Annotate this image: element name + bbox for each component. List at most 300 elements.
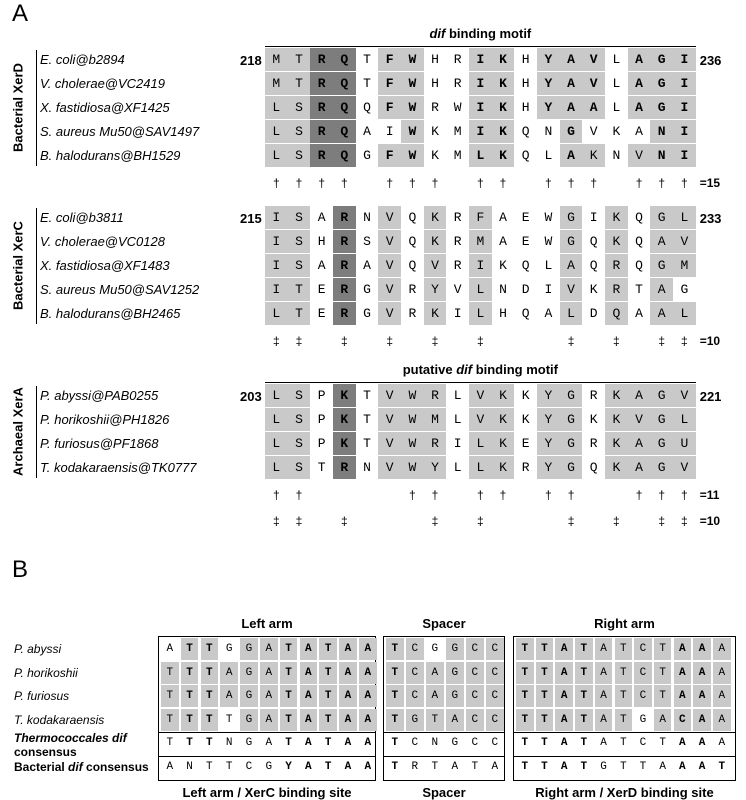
nucleotide: A (260, 638, 278, 660)
nucleotide: R (411, 760, 419, 773)
residue: V (378, 230, 401, 253)
nucleotide: G (240, 638, 258, 660)
nucleotide: A (260, 709, 278, 731)
residue: V (378, 278, 401, 301)
residue: W (401, 432, 424, 455)
residue: A (650, 278, 673, 301)
nucleotide: T (575, 662, 593, 684)
residue: F (378, 48, 401, 71)
residue: K (605, 408, 628, 431)
nucleotide: T (575, 685, 593, 707)
residue: R (589, 436, 598, 451)
nucleotide: G (446, 662, 464, 684)
residue: Q (363, 100, 371, 115)
nucleotide: A (359, 638, 377, 660)
end-position: 221 (699, 389, 722, 404)
motif-title-italic: dif (429, 26, 446, 41)
nucleotide: T (161, 662, 179, 684)
group-label: Bacterial XerC (10, 221, 26, 310)
nucleotide: A (679, 760, 686, 773)
residue: T (288, 278, 311, 301)
nucleotide: G (406, 709, 424, 731)
residue: A (635, 306, 643, 321)
nucleotide: A (491, 760, 499, 773)
residue: M (453, 148, 462, 163)
consensus-label-dif: dif (112, 731, 127, 745)
residue: K (492, 144, 515, 167)
nucleotide: A (300, 638, 318, 660)
residue: N (363, 210, 371, 225)
residue: I (453, 306, 462, 321)
residue: N (650, 144, 673, 167)
residue: Q (521, 124, 530, 139)
conservation-mark: ‡ (477, 334, 484, 348)
residue: T (317, 460, 326, 475)
residue: A (650, 302, 673, 325)
nucleotide: A (674, 638, 692, 660)
nucleotide: T (201, 709, 219, 731)
residue: L (265, 456, 288, 479)
nucleotide: A (305, 760, 312, 773)
nucleotide: C (406, 662, 424, 684)
residue: L (612, 52, 621, 67)
nucleotide: C (406, 685, 424, 707)
residue: G (560, 432, 583, 455)
nucleotide: A (693, 662, 711, 684)
nucleotide: A (698, 760, 706, 773)
residue: K (605, 206, 628, 229)
nucleotide: T (659, 737, 666, 749)
conservation-mark: † (567, 488, 575, 502)
residue: Q (521, 148, 530, 163)
nucleotide: Y (285, 760, 292, 773)
residue: Y (537, 72, 560, 95)
motif-title-line (265, 382, 696, 383)
nucleotide: A (555, 685, 573, 707)
nucleotide: T (516, 685, 534, 707)
motif-title (265, 26, 696, 41)
nucleotide: A (600, 737, 607, 749)
residue: R (453, 76, 462, 91)
conservation-count: =15 (699, 176, 721, 190)
nucleotide: A (560, 760, 568, 773)
residue: S (288, 96, 311, 119)
residue: F (378, 96, 401, 119)
residue: V (628, 144, 651, 167)
nucleotide: T (575, 638, 593, 660)
conservation-mark: † (272, 488, 280, 502)
residue: K (492, 72, 515, 95)
residue: D (589, 306, 598, 321)
residue: K (605, 230, 628, 253)
nucleotide: T (225, 760, 233, 773)
conservation-mark: † (477, 488, 484, 502)
nucleotide: A (679, 737, 686, 749)
box-footer: Left arm / XerC binding site (182, 785, 352, 800)
conservation-mark: † (409, 488, 416, 502)
organism-label: X. fastidiosa@XF1483 (40, 258, 170, 273)
residue: R (431, 100, 439, 115)
residue: R (605, 278, 628, 301)
residue: L (265, 302, 288, 325)
residue: K (582, 144, 605, 167)
conservation-mark: † (272, 176, 280, 190)
consensus-label-pre: Bacterial (14, 759, 69, 774)
residue: A (628, 432, 651, 455)
residue: P (317, 436, 326, 451)
nucleotide: A (595, 662, 613, 684)
residue: I (469, 48, 492, 71)
nucleotide: A (344, 760, 352, 773)
residue: T (288, 302, 311, 325)
conservation-mark: † (295, 176, 303, 190)
end-position: 236 (699, 53, 722, 68)
nucleotide: G (265, 760, 273, 773)
nucleotide: T (280, 662, 298, 684)
conservation-mark: † (477, 176, 484, 190)
nucleotide: A (260, 662, 278, 684)
nucleotide: T (181, 685, 199, 707)
conservation-mark: † (499, 488, 507, 502)
residue: R (310, 72, 333, 95)
nucleotide: A (560, 737, 568, 749)
residue: V (378, 384, 401, 407)
residue: T (363, 412, 371, 427)
nucleotide: T (161, 685, 179, 707)
residue: K (424, 302, 447, 325)
conservation-mark: † (681, 176, 688, 190)
nucleotide: T (619, 737, 627, 749)
residue: Y (537, 384, 560, 407)
residue: Q (408, 234, 417, 249)
nucleotide: T (206, 737, 213, 749)
nucleotide: G (451, 737, 459, 749)
residue: R (424, 432, 447, 455)
nucleotide: A (713, 709, 731, 731)
residue: V (424, 254, 447, 277)
nucleotide: G (240, 709, 258, 731)
residue: Y (537, 96, 560, 119)
residue: Y (537, 408, 560, 431)
organism-label: T. kodakaraensis@TK0777 (40, 460, 197, 475)
nucleotide: T (386, 662, 404, 684)
residue: L (453, 412, 462, 427)
motif-title-rest: binding motif (445, 26, 532, 41)
nucleotide: C (406, 638, 424, 660)
residue: M (265, 72, 288, 95)
residue: I (673, 48, 696, 71)
nucleotide: T (386, 638, 404, 660)
nucleotide: A (300, 709, 318, 731)
nucleotide: T (615, 685, 633, 707)
nucleotide: T (580, 760, 588, 773)
residue: G (650, 456, 673, 479)
residue: T (363, 52, 371, 67)
residue: A (628, 72, 651, 95)
nucleotide: A (555, 709, 573, 731)
nucleotide: T (386, 709, 404, 731)
organism-label: P. abyssi@PAB0255 (40, 388, 159, 403)
nucleotide: A (654, 709, 672, 731)
residue: E (521, 234, 530, 249)
residue: W (401, 72, 424, 95)
residue: T (363, 76, 371, 91)
conservation-mark: ‡ (340, 334, 348, 348)
nucleotide: T (521, 737, 529, 749)
organism-label: P. horikoshii@PH1826 (40, 412, 170, 427)
nucleotide: C (486, 709, 504, 731)
residue: S (288, 456, 311, 479)
residue: A (650, 230, 673, 253)
nucleotide: A (446, 709, 464, 731)
residue: Q (589, 460, 598, 475)
residue: T (363, 436, 371, 451)
conservation-mark: ‡ (431, 334, 439, 348)
residue: A (499, 234, 507, 249)
conservation-count: =10 (699, 334, 721, 348)
residue: G (560, 384, 583, 407)
residue: K (589, 282, 598, 297)
residue: A (317, 258, 326, 273)
group-bracket (36, 50, 37, 166)
residue: G (560, 408, 583, 431)
residue: K (499, 258, 507, 273)
residue: Q (408, 258, 417, 273)
nucleotide: T (639, 760, 647, 773)
organism-label: P. horikoshii (14, 665, 78, 680)
residue: W (401, 120, 424, 143)
conservation-mark: † (499, 176, 507, 190)
nucleotide: A (344, 737, 352, 749)
residue: G (650, 254, 673, 277)
nucleotide: T (516, 709, 534, 731)
nucleotide: T (166, 737, 174, 749)
residue: G (560, 206, 583, 229)
residue: H (521, 76, 530, 91)
residue: V (453, 282, 462, 297)
residue: S (288, 384, 311, 407)
nucleotide: A (595, 638, 613, 660)
organism-label: S. aureus Mu50@SAV1497 (40, 124, 200, 139)
nucleotide: A (359, 685, 377, 707)
nucleotide: T (516, 638, 534, 660)
residue: R (333, 206, 356, 229)
nucleotide: T (319, 709, 337, 731)
conservation-mark: † (681, 488, 688, 502)
organism-label: P. furiosus@PF1868 (40, 436, 159, 451)
nucleotide: T (541, 760, 548, 773)
nucleotide: T (324, 760, 332, 773)
residue: R (310, 48, 333, 71)
nucleotide: A (300, 662, 318, 684)
residue: R (310, 120, 333, 143)
residue: I (265, 230, 288, 253)
residue: U (673, 432, 696, 455)
nucleotide: A (339, 638, 357, 660)
residue: A (628, 96, 651, 119)
conservation-mark: † (318, 176, 325, 190)
residue: Q (333, 96, 356, 119)
residue: Q (333, 144, 356, 167)
residue: S (288, 120, 311, 143)
residue: F (378, 72, 401, 95)
group-bracket (36, 386, 37, 478)
residue: A (499, 210, 507, 225)
residue: I (453, 436, 462, 451)
residue: A (544, 306, 553, 321)
nucleotide: T (516, 662, 534, 684)
nucleotide: T (654, 638, 672, 660)
nucleotide: A (166, 760, 174, 773)
residue: Q (635, 258, 643, 273)
residue: L (612, 76, 621, 91)
nucleotide: A (364, 760, 372, 773)
consensus-label-dif: dif (68, 759, 83, 774)
nucleotide: T (280, 685, 298, 707)
residue: A (560, 96, 583, 119)
organism-label: B. halodurans@BH1529 (40, 148, 181, 163)
conservation-mark: † (545, 488, 552, 502)
box-footer: Right arm / XerD binding site (535, 785, 714, 800)
nucleotide: T (615, 638, 633, 660)
residue: R (333, 278, 356, 301)
nucleotide: A (713, 685, 731, 707)
conservation-mark: ‡ (658, 334, 666, 348)
residue: V (378, 408, 401, 431)
nucleotide: T (654, 662, 672, 684)
conservation-mark: † (658, 176, 666, 190)
nucleotide: C (634, 685, 652, 707)
residue: H (431, 52, 439, 67)
conservation-mark: † (340, 176, 348, 190)
nucleotide: T (431, 760, 439, 773)
residue: K (431, 124, 439, 139)
residue: N (544, 124, 553, 139)
residue: H (431, 76, 439, 91)
motif-title-line (265, 46, 696, 47)
nucleotide: A (220, 662, 238, 684)
nucleotide: A (698, 737, 706, 749)
residue: I (673, 96, 696, 119)
residue: L (469, 278, 492, 301)
conservation-mark: ‡ (613, 334, 620, 348)
residue: F (378, 144, 401, 167)
residue: G (650, 48, 673, 71)
nucleotide: C (491, 737, 499, 749)
nucleotide: T (201, 662, 219, 684)
residue: Q (333, 72, 356, 95)
residue: R (605, 254, 628, 277)
residue: L (544, 148, 553, 163)
nucleotide: A (426, 685, 444, 707)
residue: I (265, 206, 288, 229)
residue: V (378, 206, 401, 229)
residue: K (333, 408, 356, 431)
residue: G (363, 282, 371, 297)
residue: K (521, 412, 530, 427)
box-title: Spacer (422, 616, 466, 631)
residue: R (408, 282, 417, 297)
residue: Q (635, 234, 643, 249)
residue: I (469, 254, 492, 277)
residue: S (288, 206, 311, 229)
residue: E (521, 210, 530, 225)
nucleotide: A (260, 685, 278, 707)
residue: I (385, 124, 394, 139)
residue: L (265, 432, 288, 455)
nucleotide: T (615, 662, 633, 684)
nucleotide: A (305, 737, 312, 749)
residue: N (499, 282, 507, 297)
nucleotide: C (674, 709, 692, 731)
residue: T (288, 48, 311, 71)
organism-label: V. cholerae@VC0128 (40, 234, 165, 249)
nucleotide: T (521, 760, 529, 773)
residue: R (408, 306, 417, 321)
residue: K (492, 456, 515, 479)
residue: K (424, 206, 447, 229)
nucleotide: T (280, 638, 298, 660)
residue: A (635, 124, 643, 139)
residue: W (401, 96, 424, 119)
residue: L (673, 302, 696, 325)
organism-label: T. kodakaraensis (14, 712, 105, 727)
nucleotide: G (240, 685, 258, 707)
nucleotide: T (575, 709, 593, 731)
residue: S (363, 234, 371, 249)
nucleotide: C (486, 662, 504, 684)
residue: Q (521, 258, 530, 273)
residue: L (265, 96, 288, 119)
residue: K (605, 456, 628, 479)
nucleotide: T (319, 638, 337, 660)
residue: A (363, 258, 371, 273)
residue: L (453, 388, 462, 403)
residue: R (424, 384, 447, 407)
residue: W (544, 234, 553, 249)
residue: K (333, 432, 356, 455)
group-label: Bacterial XerD (10, 63, 26, 152)
nucleotide: A (339, 685, 357, 707)
residue: G (363, 306, 371, 321)
residue: R (453, 52, 462, 67)
nucleotide: T (718, 760, 726, 773)
residue: K (333, 384, 356, 407)
nucleotide: A (339, 709, 357, 731)
residue: R (333, 456, 356, 479)
nucleotide: A (364, 737, 372, 749)
residue: V (673, 384, 696, 407)
nucleotide: A (674, 685, 692, 707)
nucleotide: A (265, 737, 273, 749)
residue: H (521, 52, 530, 67)
nucleotide: C (486, 638, 504, 660)
nucleotide: T (536, 662, 554, 684)
residue: L (612, 100, 621, 115)
nucleotide: T (324, 737, 332, 749)
residue: I (673, 120, 696, 143)
residue: Q (635, 210, 643, 225)
residue: P (317, 412, 326, 427)
residue: W (401, 384, 424, 407)
residue: K (492, 120, 515, 143)
panel-b-letter: B (12, 556, 29, 583)
group-bracket (36, 208, 37, 324)
conservation-mark: † (431, 488, 439, 502)
residue: S (288, 144, 311, 167)
conservation-mark: † (545, 176, 552, 190)
residue: H (499, 306, 507, 321)
